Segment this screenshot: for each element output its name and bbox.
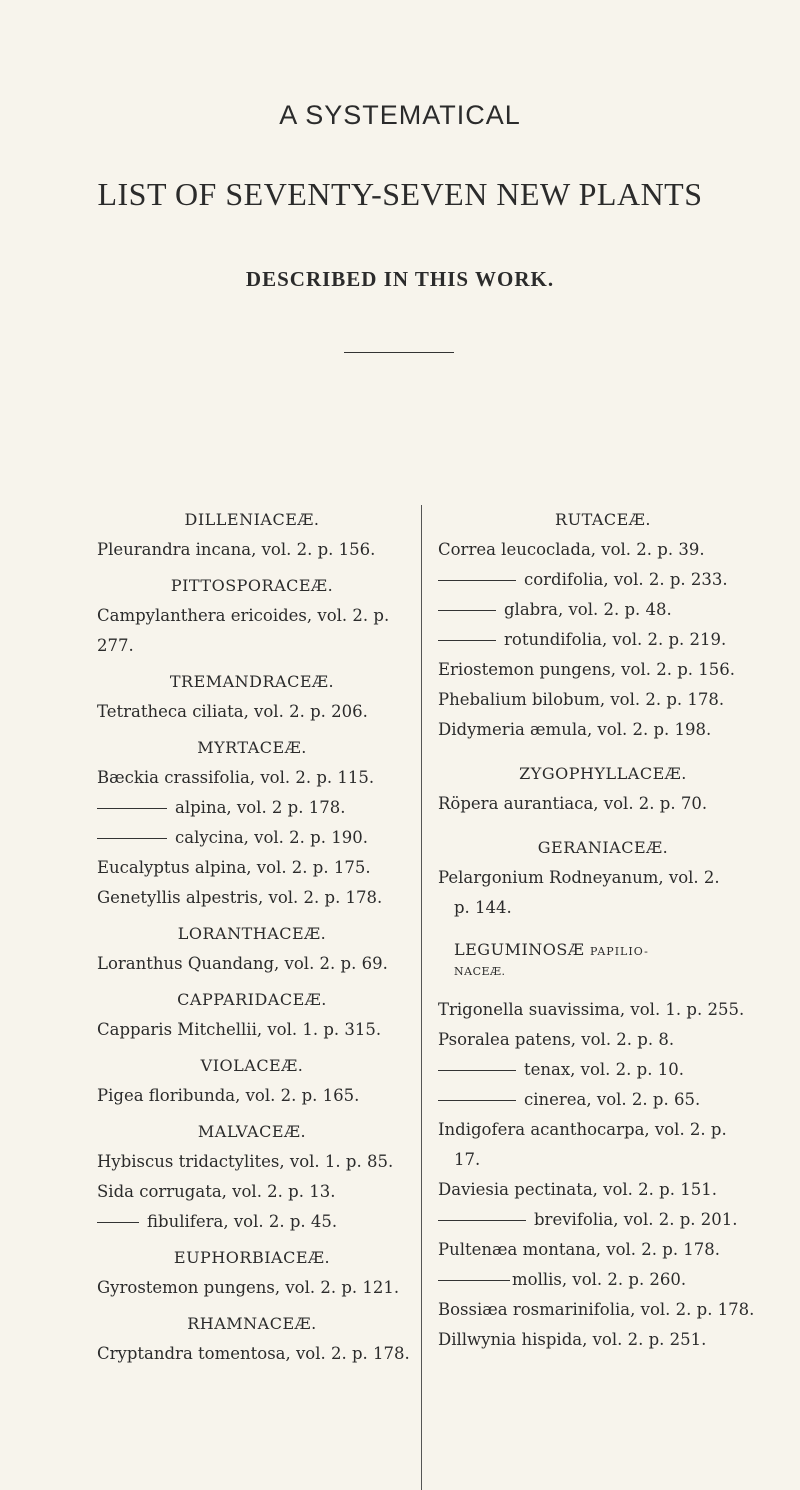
family-heading: TREMANDRACEÆ. [169,672,335,691]
family-heading: GERANIACEÆ. [537,838,669,857]
plant-entry: Pleurandra incana, vol. 2. p. 156. [97,540,376,559]
subfamily-continuation: NACEÆ. [454,965,506,978]
plant-entry: mollis, vol. 2. p. 260. [438,1265,768,1295]
ditto-dash [438,1280,510,1281]
plant-entry: Dillwynia hispida, vol. 2. p. 251. [438,1330,707,1349]
plant-entry: Capparis Mitchellii, vol. 1. p. 315. [97,1020,382,1039]
title-line-3: DESCRIBED IN THIS WORK. [245,267,555,291]
plant-entry: calycina, vol. 2. p. 190. [97,823,407,853]
plant-entry: Pigea floribunda, vol. 2. p. 165. [97,1086,360,1105]
ditto-dash [438,640,496,641]
ditto-dash [97,808,167,809]
plant-entry: Eucalyptus alpina, vol. 2. p. 175. [97,858,371,877]
ditto-dash [438,580,516,581]
plant-entry-continuation: 277. [97,636,134,655]
plant-entry: Sida corrugata, vol. 2. p. 13. [97,1182,336,1201]
plant-entry: alpina, vol. 2 p. 178. [97,793,407,823]
plant-entry: Didymeria æmula, vol. 2. p. 198. [438,720,712,739]
family-heading: MYRTACEÆ. [197,738,307,757]
ditto-dash [438,610,496,611]
plant-entry: fibulifera, vol. 2. p. 45. [97,1207,407,1237]
title-rule [344,352,454,353]
plant-entry: Bossiæa rosmarinifolia, vol. 2. p. 178. [438,1300,755,1319]
plant-entry: Tetratheca ciliata, vol. 2. p. 206. [97,702,368,721]
plant-entry: rotundifolia, vol. 2. p. 219. [438,625,768,655]
title-line-2: LIST OF SEVENTY-SEVEN NEW PLANTS [97,176,703,212]
ditto-dash [438,1220,526,1221]
ditto-dash [438,1070,516,1071]
left-column [97,505,410,1369]
family-heading: ZYGOPHYLLACEÆ. [519,764,687,783]
plant-entry: Gyrostemon pungens, vol. 2. p. 121. [97,1278,400,1297]
family-heading: LORANTHACEÆ. [177,924,327,943]
family-heading: MALVACEÆ. [197,1122,307,1141]
plant-entry: Indigofera acanthocarpa, vol. 2. p. [438,1120,727,1139]
right-column [438,505,768,1355]
plant-entry: Röpera aurantiaca, vol. 2. p. 70. [438,794,708,813]
plant-entry: cordifolia, vol. 2. p. 233. [438,565,768,595]
plant-entry: Pultenæa montana, vol. 2. p. 178. [438,1240,721,1259]
plant-entry: Trigonella suavissima, vol. 1. p. 255. [438,1000,745,1019]
subfamily-name: PAPILIO- [589,945,649,958]
plant-entry-continuation: p. 144. [454,898,512,917]
family-name: LEGUMINOSÆ [454,940,585,959]
plant-entry: glabra, vol. 2. p. 48. [438,595,768,625]
plant-entry: Eriostemon pungens, vol. 2. p. 156. [438,660,735,679]
family-heading: RUTACEÆ. [555,510,651,529]
plant-entry: Pelargonium Rodneyanum, vol. 2. [438,868,720,887]
family-heading: EUPHORBIACEÆ. [173,1248,331,1267]
plant-entry: Correa leucoclada, vol. 2. p. 39. [438,540,705,559]
plant-entry: Campylanthera ericoides, vol. 2. p. [97,606,390,625]
plant-entry: Psoralea patens, vol. 2. p. 8. [438,1030,675,1049]
family-heading: PITTOSPORACEÆ. [170,576,334,595]
ditto-dash [97,838,167,839]
column-divider [421,505,422,1490]
ditto-dash [97,1222,139,1223]
plant-entry: Phebalium bilobum, vol. 2. p. 178. [438,690,725,709]
title-line-1: A SYSTEMATICAL [279,100,521,130]
plant-entry: Genetyllis alpestris, vol. 2. p. 178. [97,888,383,907]
family-heading: VIOLACEÆ. [200,1056,304,1075]
plant-entry: Hybiscus tridactylites, vol. 1. p. 85. [97,1152,394,1171]
plant-entry-continuation: 17. [454,1150,481,1169]
plant-entry: cinerea, vol. 2. p. 65. [438,1085,768,1115]
family-heading: DILLENIACEÆ. [184,510,320,529]
plant-entry: Cryptandra tomentosa, vol. 2. p. 178. [97,1344,410,1363]
plant-entry: Daviesia pectinata, vol. 2. p. 151. [438,1180,717,1199]
plant-entry: Loranthus Quandang, vol. 2. p. 69. [97,954,388,973]
ditto-dash [438,1100,516,1101]
plant-entry: tenax, vol. 2. p. 10. [438,1055,768,1085]
plant-entry: brevifolia, vol. 2. p. 201. [438,1205,768,1235]
family-heading: RHAMNACEÆ. [187,1314,317,1333]
family-heading: CAPPARIDACEÆ. [177,990,327,1009]
plant-entry: Bæckia crassifolia, vol. 2. p. 115. [97,768,375,787]
